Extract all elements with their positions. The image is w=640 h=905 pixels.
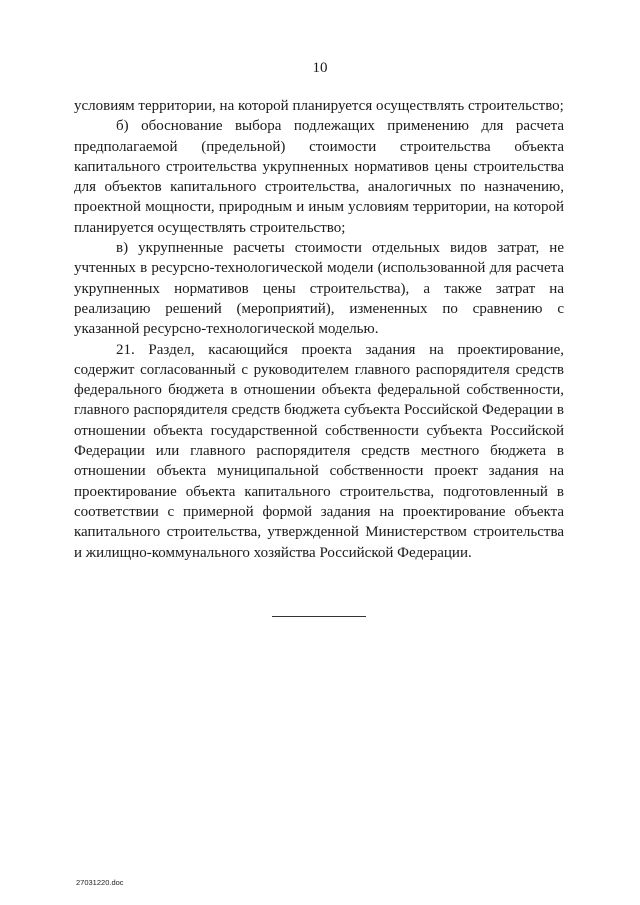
page-number: 10 (312, 60, 328, 76)
paragraph-item-b: б) обоснование выбора подлежащих применению для расчета предполагаемой (предельной) стоимости строительства объекта капитального строительства укрупненных нормативов цены строительства для объектов капитального строительства, аналогичных по назначению, проектной мощности, природным и иным условиям территории, на которой планируется осуществлять строительство; (74, 118, 564, 236)
paragraph-item-v: в) укрупненные расчеты стоимости отдельных видов затрат, не учтенных в ресурсно-технологической модели (использованной для расчета укрупненных нормативов цены строительства), а также затрат на реализацию решений (мероприятий), измененных по сравнению с указанной ресурсно-технологической моделью. (74, 240, 564, 338)
document-body (74, 96, 564, 563)
paragraph-section-21: 21. Раздел, касающийся проекта задания на проектирование, содержит согласованный с руководителем главного распорядителя средств федерального бюджета в отношении объекта федеральной собственности, главного распорядителя средств бюджета субъекта Российской Федерации в отношении объекта государственной собственности субъекта Российской Федерации или главного распорядителя средств местного бюджета в отношении объекта муниципальной собственности проект задания на проектирование объекта капитального строительства, подготовленный в соответствии с примерной формой задания на проектирование объекта капитального строительства, утвержденной Министерством строительства и жилищно-коммунального хозяйства Российской Федерации. (74, 341, 564, 561)
paragraph-continuation: условиям территории, на которой планируется осуществлять строительство; (74, 98, 564, 114)
footer-filename: 27031220.doc (76, 878, 124, 887)
end-separator-line (272, 616, 366, 617)
